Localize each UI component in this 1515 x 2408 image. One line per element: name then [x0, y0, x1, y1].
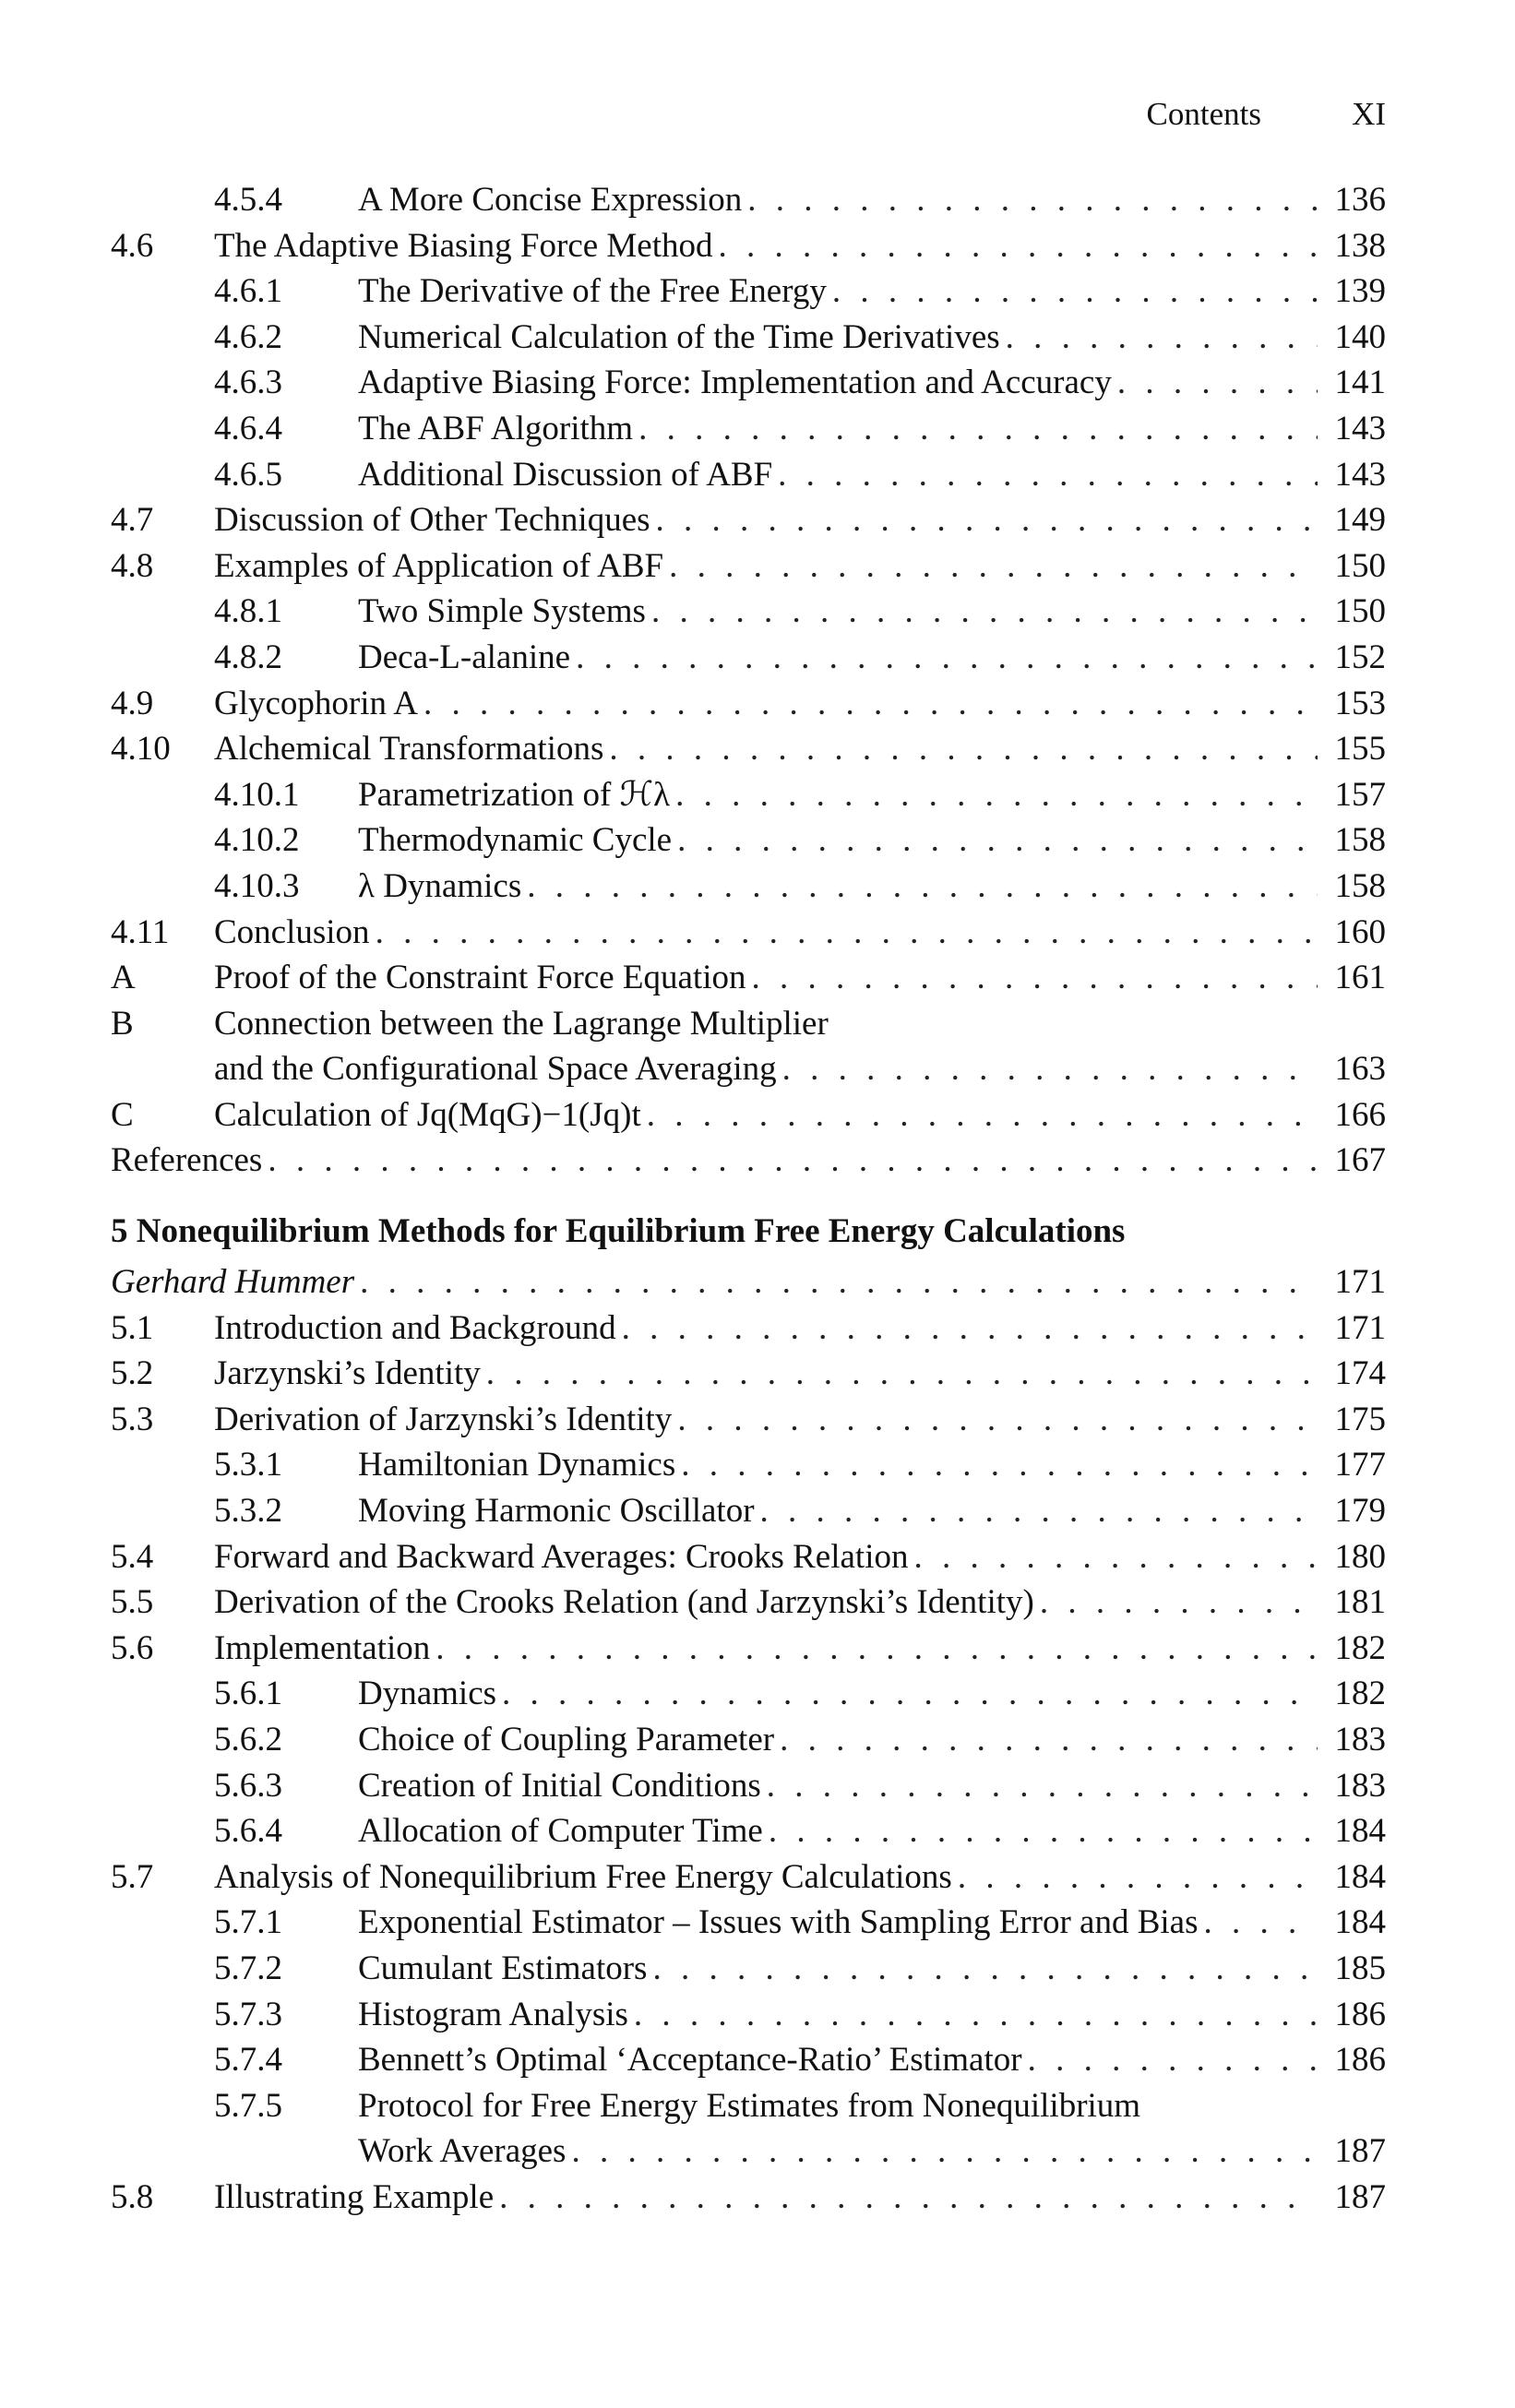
dot-leader — [751, 955, 1318, 1001]
toc-entry-page: 150 — [1334, 592, 1386, 631]
toc-entry-title: Choice of Coupling Parameter — [358, 1721, 775, 1758]
toc-entry-title: Bennett’s Optimal ‘Acceptance-Ratio’ Estimator — [358, 2041, 1022, 2080]
toc-entry-number: 5.3.1 — [214, 1446, 282, 1484]
toc-entry-title: The ABF Algorithm — [358, 409, 634, 447]
toc-entry-page: 140 — [1334, 317, 1386, 356]
dot-leader — [571, 2128, 1318, 2175]
toc-entry[interactable] — [111, 2175, 1386, 2221]
toc-entry-title: Illustrating Example — [214, 2177, 495, 2216]
toc-entry-title: Hamiltonian Dynamics — [358, 1446, 676, 1484]
toc-entry-page: 150 — [1334, 546, 1386, 585]
toc-entry-number: 5.3.2 — [214, 1492, 282, 1531]
toc-entry[interactable] — [111, 1534, 1386, 1580]
toc-entry[interactable] — [111, 864, 1386, 910]
dot-leader — [780, 1717, 1318, 1763]
toc-entry[interactable] — [111, 1580, 1386, 1626]
toc-entry-title: Thermodynamic Cycle — [358, 821, 673, 860]
toc-entry-title: The Adaptive Biasing Force Method — [214, 226, 713, 265]
toc-entry-number: 4.8 — [111, 546, 154, 585]
toc-entry-page: 143 — [1334, 409, 1386, 447]
toc-entry-page: 184 — [1334, 1857, 1386, 1896]
toc-entry-title: Forward and Backward Averages: Crooks Relation — [214, 1537, 909, 1576]
toc-entry-number: 5.6.2 — [214, 1721, 282, 1758]
toc-entry-page: 183 — [1334, 1721, 1386, 1758]
toc-entry-title: Cumulant Estimators — [358, 1949, 648, 1987]
toc-entry-page: 182 — [1334, 1628, 1386, 1667]
dot-leader — [622, 1305, 1318, 1352]
toc-entry[interactable] — [111, 955, 1386, 1001]
toc-entry-number: 4.8.1 — [214, 592, 282, 631]
toc-entry-page: 181 — [1334, 1583, 1386, 1622]
toc-entry-page: 139 — [1334, 272, 1386, 311]
toc-entry-number: 4.7 — [111, 501, 154, 540]
dot-leader — [669, 543, 1318, 590]
toc-entry-number: 4.6.5 — [214, 455, 282, 494]
toc-entry-page: 163 — [1334, 1050, 1386, 1089]
toc-entry[interactable] — [111, 1092, 1386, 1138]
toc-entry-number: 5.7.2 — [214, 1949, 282, 1987]
toc-entry-title: References — [111, 1141, 263, 1180]
dot-leader — [647, 1092, 1318, 1138]
toc-entry-title: λ Dynamics — [358, 866, 522, 905]
toc-entry-page: 185 — [1334, 1949, 1386, 1987]
toc-entry[interactable] — [111, 1808, 1386, 1854]
toc-entry-page: 177 — [1334, 1446, 1386, 1484]
toc-entry[interactable] — [111, 772, 1386, 818]
dot-leader — [958, 1854, 1318, 1901]
toc-entry-number: 4.6 — [111, 226, 154, 265]
toc-entry-title: 5 Nonequilibrium Methods for Equilibrium Free Energy Calculations — [111, 1212, 1126, 1251]
toc-entry[interactable] — [111, 177, 1386, 223]
toc-entry-page: 186 — [1334, 2041, 1386, 2080]
toc-entry-title: Work Averages — [358, 2132, 567, 2171]
dot-leader — [576, 635, 1318, 681]
toc-entry-title: Derivation of Jarzynski’s Identity — [214, 1400, 673, 1438]
toc-entry-title: Proof of the Constraint Force Equation — [214, 959, 746, 997]
dot-leader — [652, 1946, 1318, 1992]
table-of-contents — [111, 177, 1386, 2221]
toc-entry[interactable] — [111, 1854, 1386, 1901]
dot-leader — [360, 1259, 1318, 1305]
toc-entry[interactable] — [111, 1671, 1386, 1717]
toc-entry-number: 5.7.1 — [214, 1903, 282, 1942]
toc-entry-number: 5.7.3 — [214, 1995, 282, 2033]
toc-entry[interactable] — [111, 1001, 1386, 1047]
toc-entry[interactable] — [111, 817, 1386, 864]
toc-entry-number: 4.6.1 — [214, 272, 282, 311]
toc-entry-number: 5.4 — [111, 1537, 154, 1576]
dot-leader — [423, 681, 1318, 727]
toc-entry-title: Exponential Estimator – Issues with Sampling Error and Bias — [358, 1903, 1199, 1942]
dot-leader — [681, 1442, 1318, 1488]
toc-entry-number: 5.5 — [111, 1583, 154, 1622]
toc-entry-title: Analysis of Nonequilibrium Free Energy Calculations — [214, 1857, 952, 1896]
dot-leader — [1203, 1900, 1318, 1946]
header-title: Contents — [1146, 96, 1261, 132]
toc-entry-title: Parametrization of ℋλ — [358, 775, 671, 814]
toc-entry-page: 157 — [1334, 775, 1386, 814]
dot-leader — [782, 1046, 1318, 1092]
chapter-author[interactable] — [111, 1259, 1386, 1305]
toc-entry-number: 5.8 — [111, 2177, 154, 2216]
toc-entry[interactable] — [111, 315, 1386, 361]
toc-entry-number: 4.10.2 — [214, 821, 300, 860]
dot-leader — [1040, 1580, 1318, 1626]
toc-entry-page: 161 — [1334, 959, 1386, 997]
toc-entry-title: Allocation of Computer Time — [358, 1812, 763, 1851]
toc-entry-page: 184 — [1334, 1812, 1386, 1851]
toc-entry-title: A More Concise Expression — [358, 181, 743, 219]
toc-entry[interactable] — [111, 1946, 1386, 1992]
toc-entry-number: 4.10.1 — [214, 775, 300, 814]
toc-entry-title: Derivation of the Crooks Relation (and Jarzynski’s Identity) — [214, 1583, 1034, 1622]
dot-leader — [719, 223, 1318, 269]
toc-entry-page: 175 — [1334, 1400, 1386, 1438]
toc-entry-title: Numerical Calculation of the Time Derivatives — [358, 317, 1000, 356]
toc-entry-number: 4.9 — [111, 684, 154, 722]
toc-entry-title: Creation of Initial Conditions — [358, 1766, 761, 1805]
toc-entry[interactable] — [111, 2083, 1386, 2129]
toc-entry-page: 167 — [1334, 1141, 1386, 1180]
toc-entry[interactable] — [111, 1992, 1386, 2038]
toc-entry-page: 187 — [1334, 2132, 1386, 2171]
dot-leader — [435, 1626, 1318, 1672]
dot-leader — [268, 1138, 1318, 1184]
toc-entry-title: Calculation of Jq(MqG)−1(Jq)t — [214, 1095, 641, 1134]
toc-entry-title: Adaptive Biasing Force: Implementation and Accuracy — [358, 364, 1112, 402]
toc-entry-page: 166 — [1334, 1095, 1386, 1134]
toc-entry[interactable] — [111, 1397, 1386, 1443]
toc-entry[interactable] — [111, 2128, 1386, 2175]
toc-entry-number: 4.10.3 — [214, 866, 300, 905]
dot-leader — [832, 268, 1318, 315]
toc-entry-title: Discussion of Other Techniques — [214, 501, 650, 540]
dot-leader — [634, 1992, 1318, 2038]
toc-entry-title: Conclusion — [214, 912, 370, 951]
toc-entry-number: 5.7.4 — [214, 2041, 282, 2080]
dot-leader — [767, 1763, 1318, 1809]
toc-entry-number: 5.6.4 — [214, 1812, 282, 1851]
toc-entry-page: 153 — [1334, 684, 1386, 722]
toc-entry[interactable] — [111, 589, 1386, 635]
toc-entry-title: Dynamics — [358, 1675, 497, 1713]
toc-entry-page: 186 — [1334, 1995, 1386, 2033]
dot-leader — [656, 497, 1318, 543]
toc-entry-page: 187 — [1334, 2177, 1386, 2216]
toc-entry-number: 4.6.4 — [214, 409, 282, 447]
toc-entry-page: 143 — [1334, 455, 1386, 494]
toc-entry-title: and the Configurational Space Averaging — [214, 1050, 777, 1089]
toc-entry-number: C — [111, 1095, 134, 1134]
dot-leader — [376, 910, 1318, 956]
dot-leader — [527, 864, 1318, 910]
toc-entry[interactable] — [111, 1488, 1386, 1534]
toc-entry[interactable] — [111, 268, 1386, 315]
toc-entry-number: 4.8.2 — [214, 638, 282, 676]
toc-entry-title: Additional Discussion of ABF — [358, 455, 773, 494]
toc-entry-page: 136 — [1334, 181, 1386, 219]
toc-entry-title: Protocol for Free Energy Estimates from Nonequilibrium — [358, 2086, 1141, 2125]
dot-leader — [760, 1488, 1318, 1534]
toc-entry[interactable] — [111, 2037, 1386, 2083]
toc-entry[interactable] — [111, 1046, 1386, 1092]
toc-entry-number: 5.3 — [111, 1400, 154, 1438]
dot-leader — [1117, 360, 1318, 406]
toc-entry[interactable] — [111, 1900, 1386, 1946]
toc-entry-number: 4.6.3 — [214, 364, 282, 402]
toc-entry[interactable] — [111, 1442, 1386, 1488]
toc-entry-number: 5.7.5 — [214, 2086, 282, 2125]
toc-entry-number: 4.5.4 — [214, 181, 282, 219]
toc-entry[interactable] — [111, 223, 1386, 269]
chapter-heading[interactable] — [111, 1204, 1386, 1259]
toc-entry-title: Examples of Application of ABF — [214, 546, 664, 585]
dot-leader — [502, 1671, 1318, 1717]
toc-entry-page: 155 — [1334, 730, 1386, 769]
toc-entry[interactable] — [111, 681, 1386, 727]
toc-entry[interactable] — [111, 1763, 1386, 1809]
dot-leader — [651, 589, 1318, 635]
toc-entry-number: 5.1 — [111, 1308, 154, 1347]
toc-entry-page: 158 — [1334, 821, 1386, 860]
dot-leader — [499, 2175, 1318, 2221]
toc-entry-page: 141 — [1334, 364, 1386, 402]
toc-entry-title: Connection between the Lagrange Multiplier — [214, 1004, 829, 1043]
dot-leader — [747, 177, 1318, 223]
dot-leader — [609, 726, 1318, 772]
header-page-number: XI — [1352, 96, 1386, 132]
toc-entry[interactable] — [111, 910, 1386, 956]
dot-leader — [1006, 315, 1318, 361]
toc-entry-page: 184 — [1334, 1903, 1386, 1942]
toc-entry-title: Glycophorin A — [214, 684, 418, 722]
toc-entry-number: 5.7 — [111, 1857, 154, 1896]
dot-leader — [677, 817, 1318, 864]
toc-entry-number: 4.10 — [111, 730, 171, 769]
dot-leader — [1028, 2037, 1318, 2083]
toc-entry[interactable] — [111, 1717, 1386, 1763]
dot-leader — [486, 1351, 1318, 1397]
toc-entry[interactable] — [111, 635, 1386, 681]
toc-entry[interactable] — [111, 360, 1386, 406]
toc-entry-title: Gerhard Hummer — [111, 1263, 355, 1302]
toc-entry-page: 138 — [1334, 226, 1386, 265]
toc-entry-number: 5.6.1 — [214, 1675, 282, 1713]
toc-entry[interactable] — [111, 543, 1386, 590]
dot-leader — [677, 1397, 1318, 1443]
toc-entry-page: 180 — [1334, 1537, 1386, 1576]
toc-entry[interactable] — [111, 1305, 1386, 1352]
toc-entry-title: Moving Harmonic Oscillator — [358, 1492, 755, 1531]
dot-leader — [769, 1808, 1318, 1854]
toc-entry-title: Deca-L-alanine — [358, 638, 571, 676]
toc-entry-number: 5.6 — [111, 1628, 154, 1667]
toc-entry-number: 4.11 — [111, 912, 170, 951]
toc-entry[interactable] — [111, 452, 1386, 498]
toc-entry-number: 5.2 — [111, 1354, 154, 1393]
dot-leader — [675, 772, 1318, 818]
toc-entry-page: 182 — [1334, 1675, 1386, 1713]
toc-entry[interactable] — [111, 1626, 1386, 1672]
toc-entry-title: Alchemical Transformations — [214, 730, 604, 769]
toc-entry-page: 158 — [1334, 866, 1386, 905]
toc-entry-page: 174 — [1334, 1354, 1386, 1393]
toc-entry-title: Implementation — [214, 1628, 431, 1667]
toc-entry-number: A — [111, 959, 136, 997]
toc-entry-title: Jarzynski’s Identity — [214, 1354, 481, 1393]
toc-entry[interactable] — [111, 497, 1386, 543]
toc-entry[interactable] — [111, 1138, 1386, 1184]
dot-leader — [638, 406, 1318, 452]
toc-entry-page: 183 — [1334, 1766, 1386, 1805]
toc-entry-title: The Derivative of the Free Energy — [358, 272, 827, 311]
toc-entry-number: 4.6.2 — [214, 317, 282, 356]
toc-entry[interactable] — [111, 1351, 1386, 1397]
toc-entry-page: 152 — [1334, 638, 1386, 676]
dot-leader — [913, 1534, 1318, 1580]
toc-entry-page: 171 — [1334, 1263, 1386, 1302]
toc-entry-title: Two Simple Systems — [358, 592, 646, 631]
toc-entry[interactable] — [111, 726, 1386, 772]
toc-entry-title: Introduction and Background — [214, 1308, 616, 1347]
toc-entry-page: 160 — [1334, 912, 1386, 951]
toc-entry-number: 5.6.3 — [214, 1766, 282, 1805]
dot-leader — [778, 452, 1318, 498]
toc-entry[interactable] — [111, 406, 1386, 452]
toc-entry-title: Histogram Analysis — [358, 1995, 628, 2033]
toc-entry-page: 149 — [1334, 501, 1386, 540]
toc-entry-page: 171 — [1334, 1308, 1386, 1347]
toc-entry-page: 179 — [1334, 1492, 1386, 1531]
toc-entry-number: B — [111, 1004, 134, 1043]
